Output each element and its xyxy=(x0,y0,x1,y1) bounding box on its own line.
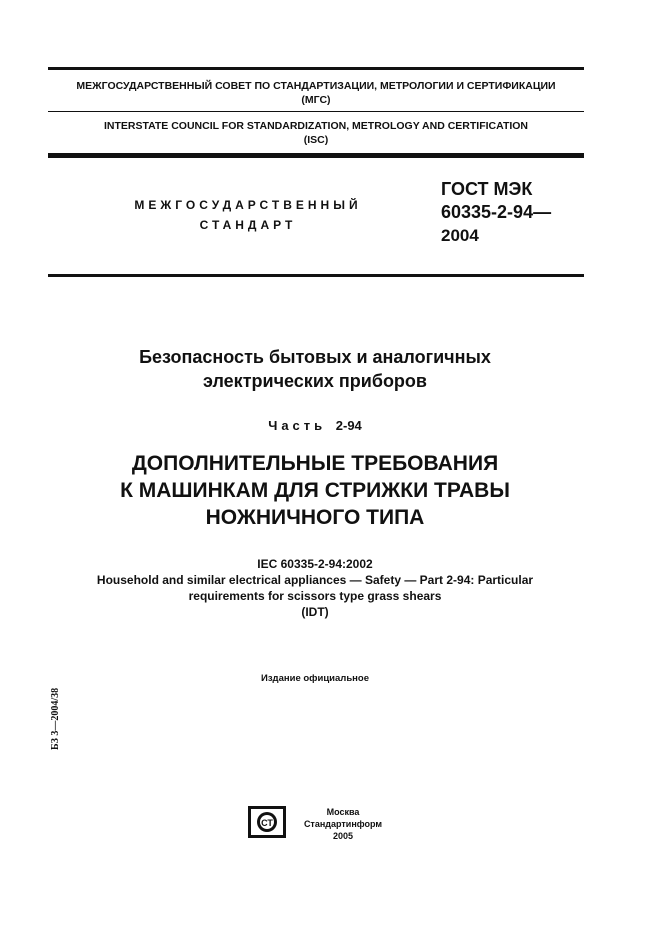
title-line2: электрических приборов xyxy=(202,371,427,391)
main-title-line2: К МАШИНКАМ ДЛЯ СТРИЖКИ ТРАВЫ xyxy=(120,479,510,502)
publisher-name: Стандартинформ xyxy=(303,819,383,829)
mid-rule xyxy=(48,274,584,277)
iec-line2: requirements for scissors type grass shears xyxy=(188,589,442,603)
thick-rule xyxy=(48,153,584,158)
thin-rule xyxy=(48,111,584,112)
council-ru-line: МЕЖГОСУДАРСТВЕННЫЙ СОВЕТ ПО СТАНДАРТИЗАЦИИ, МЕТРОЛОГИИ И СЕРТИФИКАЦИИ xyxy=(76,80,556,92)
standard-type-line1: МЕЖГОСУДАРСТВЕННЫЙ xyxy=(134,198,362,212)
publisher-city: Москва xyxy=(326,807,360,817)
top-rule xyxy=(48,67,584,70)
designation-line2: 60335-2-94— xyxy=(441,202,552,222)
publisher-year: 2005 xyxy=(332,831,354,841)
part-word: Часть xyxy=(268,418,327,433)
title-line1: Безопасность бытовых и аналогичных xyxy=(139,347,491,367)
edition-label: Издание официальное xyxy=(261,673,369,684)
council-en-line: INTERSTATE COUNCIL FOR STANDARDIZATION, METROLOGY AND CERTIFICATION xyxy=(103,120,529,132)
part-label xyxy=(60,418,570,433)
standard-type-line2: СТАНДАРТ xyxy=(199,218,297,232)
logo-text: СТ xyxy=(261,818,273,828)
main-title-line3: НОЖНИЧНОГО ТИПА xyxy=(205,506,425,529)
designation-line3: 2004 xyxy=(441,226,479,245)
standartinform-logo-icon xyxy=(248,806,286,838)
side-code: БЗ 3—2004/38 xyxy=(50,687,61,750)
part-number: 2-94 xyxy=(335,418,362,433)
designation-line1: ГОСТ МЭК xyxy=(441,179,533,199)
council-ru-abbr: (МГС) xyxy=(301,94,331,106)
main-title-line1: ДОПОЛНИТЕЛЬНЫЕ ТРЕБОВАНИЯ xyxy=(131,452,499,475)
council-en-abbr: (ISC) xyxy=(303,134,329,146)
iec-ref: IEC 60335-2-94:2002 xyxy=(257,557,373,571)
iec-line1: Household and similar electrical appliances — Safety — Part 2-94: Particular xyxy=(96,573,534,587)
iec-idt: (IDT) xyxy=(301,605,329,619)
